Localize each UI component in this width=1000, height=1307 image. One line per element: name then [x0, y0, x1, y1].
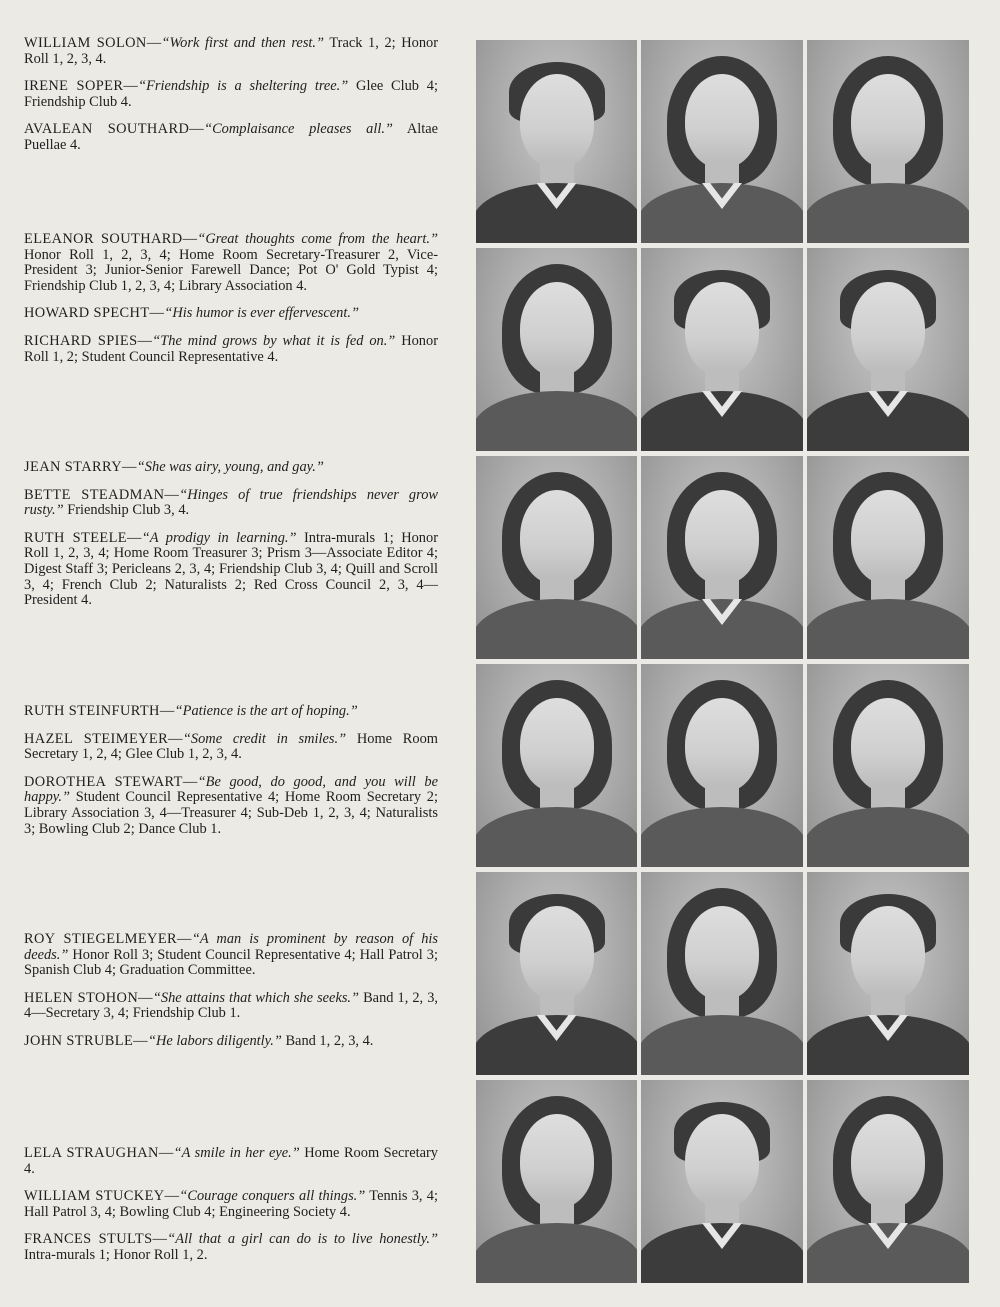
- student-name: ROY STIEGELMEYER—: [24, 931, 192, 947]
- bio-group-4: [24, 704, 438, 849]
- student-quote: “Patience is the art of hoping.”: [174, 703, 358, 719]
- bio-entry: [24, 306, 438, 322]
- student-name: WILLIAM SOLON—: [24, 35, 162, 51]
- student-activities: Friendship Club 3, 4.: [63, 502, 190, 519]
- portrait-photo: [807, 248, 969, 451]
- portrait-photo: [641, 664, 803, 867]
- bio-entry: [24, 1189, 438, 1220]
- student-activities: Glee Club 4; Friendship Club 4.: [24, 78, 438, 110]
- student-activities: Intra-murals 1; Honor Roll 1, 2, 3, 4; Home Room Treasurer 3; Prism 3—Associate Editor 4; Digest Staff 3; Pericleans 2, 3, 4; Friendship Club 3, 4; Quill and Scroll 3, 4; French Club 2; Naturalists 2; Red Cross Council 2, 3, 4—President 4.: [24, 529, 438, 609]
- student-name: FRANCES STULTS—: [24, 1231, 168, 1248]
- student-quote: “Courage conquers all things.”: [179, 1188, 366, 1205]
- student-activities: Tennis 3, 4; Hall Patrol 3, 4; Bowling Club 4; Engineering Society 4.: [24, 1188, 438, 1220]
- bio-entry: [24, 488, 438, 519]
- student-name: ELEANOR SOUTHARD—: [24, 231, 198, 247]
- student-quote: “A man is prominent by reason of his deeds.”: [24, 931, 438, 963]
- student-name: JEAN STARRY—: [24, 459, 137, 475]
- bio-entry: [24, 775, 438, 837]
- bio-group-5: [24, 932, 438, 1062]
- portrait-photo: [476, 456, 637, 659]
- student-activities: Home Room Secretary 1, 2, 4; Glee Club 1, 2, 3, 4.: [24, 730, 438, 763]
- portrait-photo: [476, 872, 637, 1075]
- student-quote: “Be good, do good, and you will be happy.”: [24, 773, 438, 806]
- bio-entry: [24, 932, 438, 979]
- student-quote: “He labors diligently.”: [147, 1032, 282, 1049]
- student-quote: “She was airy, young, and gay.”: [136, 459, 324, 475]
- student-activities: Band 1, 2, 3, 4—Secretary 3, 4; Friendship Club 1.: [24, 989, 438, 1022]
- student-quote: “The mind grows by what it is fed on.”: [152, 332, 396, 349]
- student-quote: “Work first and then rest.”: [161, 35, 325, 51]
- bio-entry: [24, 1232, 438, 1263]
- bio-group-6: [24, 1146, 438, 1276]
- portrait-photo: [807, 872, 969, 1075]
- portrait-photo: [807, 664, 969, 867]
- student-activities: Intra-murals 1; Honor Roll 1, 2.: [24, 1246, 208, 1263]
- student-activities: Honor Roll 1, 2; Student Council Representative 4.: [24, 332, 438, 365]
- student-name: RUTH STEELE—: [24, 529, 142, 546]
- bio-entry: [24, 732, 438, 763]
- bio-entry: [24, 704, 438, 720]
- bio-entry: [24, 334, 438, 365]
- student-name: AVALEAN SOUTHARD—: [24, 121, 205, 138]
- student-name: DOROTHEA STEWART—: [24, 773, 198, 790]
- student-quote: “Some credit in smiles.”: [182, 730, 347, 747]
- portrait-photo: [641, 1080, 803, 1283]
- student-activities: Honor Roll 3; Student Council Representative 4; Hall Patrol 3; Spanish Club 4; Graduation Committee.: [24, 946, 438, 979]
- bio-group-3: [24, 460, 438, 621]
- bio-entry: [24, 1146, 438, 1177]
- portrait-photo: [641, 248, 803, 451]
- bio-group-1: [24, 36, 438, 166]
- student-name: HAZEL STEIMEYER—: [24, 730, 183, 747]
- portrait-photo: [476, 40, 637, 243]
- student-quote: “Great thoughts come from the heart.”: [197, 231, 438, 247]
- student-activities: Track 1, 2; Honor Roll 1, 2, 3, 4.: [24, 35, 439, 67]
- student-activities: Altae Puellae 4.: [24, 121, 438, 153]
- portrait-photo: [476, 1080, 637, 1283]
- student-quote: “Friendship is a sheltering tree.”: [138, 78, 349, 95]
- student-name: HOWARD SPECHT—: [24, 305, 165, 322]
- student-quote: “Complaisance pleases all.”: [204, 121, 393, 138]
- biography-column: [24, 36, 438, 1296]
- portrait-photo: [807, 1080, 969, 1283]
- student-quote: “A prodigy in learning.”: [141, 529, 297, 546]
- student-name: RUTH STEINFURTH—: [24, 703, 175, 719]
- student-name: HELEN STOHON—: [24, 989, 153, 1006]
- student-quote: “All that a girl can do is to live honestly.”: [167, 1231, 438, 1248]
- bio-entry: [24, 1034, 438, 1050]
- portrait-photo: [807, 40, 969, 243]
- student-activities: Student Council Representative 4; Home Room Secretary 2; Library Association 3, 4—Treasurer 4; Sub-Deb 1, 2, 3, 4; Naturalists 3; Bowling Club 2; Dance Club 1.: [24, 789, 438, 837]
- student-name: JOHN STRUBLE—: [24, 1032, 148, 1049]
- portrait-grid: [476, 40, 969, 1283]
- student-name: LELA STRAUGHAN—: [24, 1145, 174, 1161]
- student-name: BETTE STEADMAN—: [24, 486, 180, 503]
- student-quote: “Hinges of true friendships never grow rusty.”: [24, 486, 438, 519]
- bio-group-2: [24, 232, 438, 377]
- student-name: WILLIAM STUCKEY—: [24, 1188, 180, 1205]
- student-name: RICHARD SPIES—: [24, 332, 153, 349]
- bio-entry: [24, 122, 438, 153]
- student-quote: “She attains that which she seeks.”: [152, 989, 360, 1006]
- bio-entry: [24, 36, 438, 67]
- portrait-photo: [641, 40, 803, 243]
- student-quote: “His humor is ever effervescent.”: [164, 305, 359, 322]
- portrait-photo: [476, 248, 637, 451]
- portrait-photo: [641, 872, 803, 1075]
- student-activities: Honor Roll 1, 2, 3, 4; Home Room Secretary-Treasurer 2, Vice-President 3; Junior-Senior Farewell Dance; Pot O' Gold Typist 4; Friendship Club 1, 2, 3, 4; Library Association 4.: [24, 246, 438, 294]
- student-name: IRENE SOPER—: [24, 78, 139, 95]
- bio-entry: [24, 79, 438, 110]
- bio-entry: [24, 460, 438, 476]
- student-activities: Home Room Secretary 4.: [24, 1145, 438, 1177]
- student-quote: “A smile in her eye.”: [173, 1145, 300, 1161]
- student-activities: Band 1, 2, 3, 4.: [281, 1032, 374, 1049]
- bio-entry: [24, 991, 438, 1022]
- portrait-photo: [476, 664, 637, 867]
- portrait-photo: [641, 456, 803, 659]
- portrait-photo: [807, 456, 969, 659]
- bio-entry: [24, 531, 438, 609]
- bio-entry: [24, 232, 438, 294]
